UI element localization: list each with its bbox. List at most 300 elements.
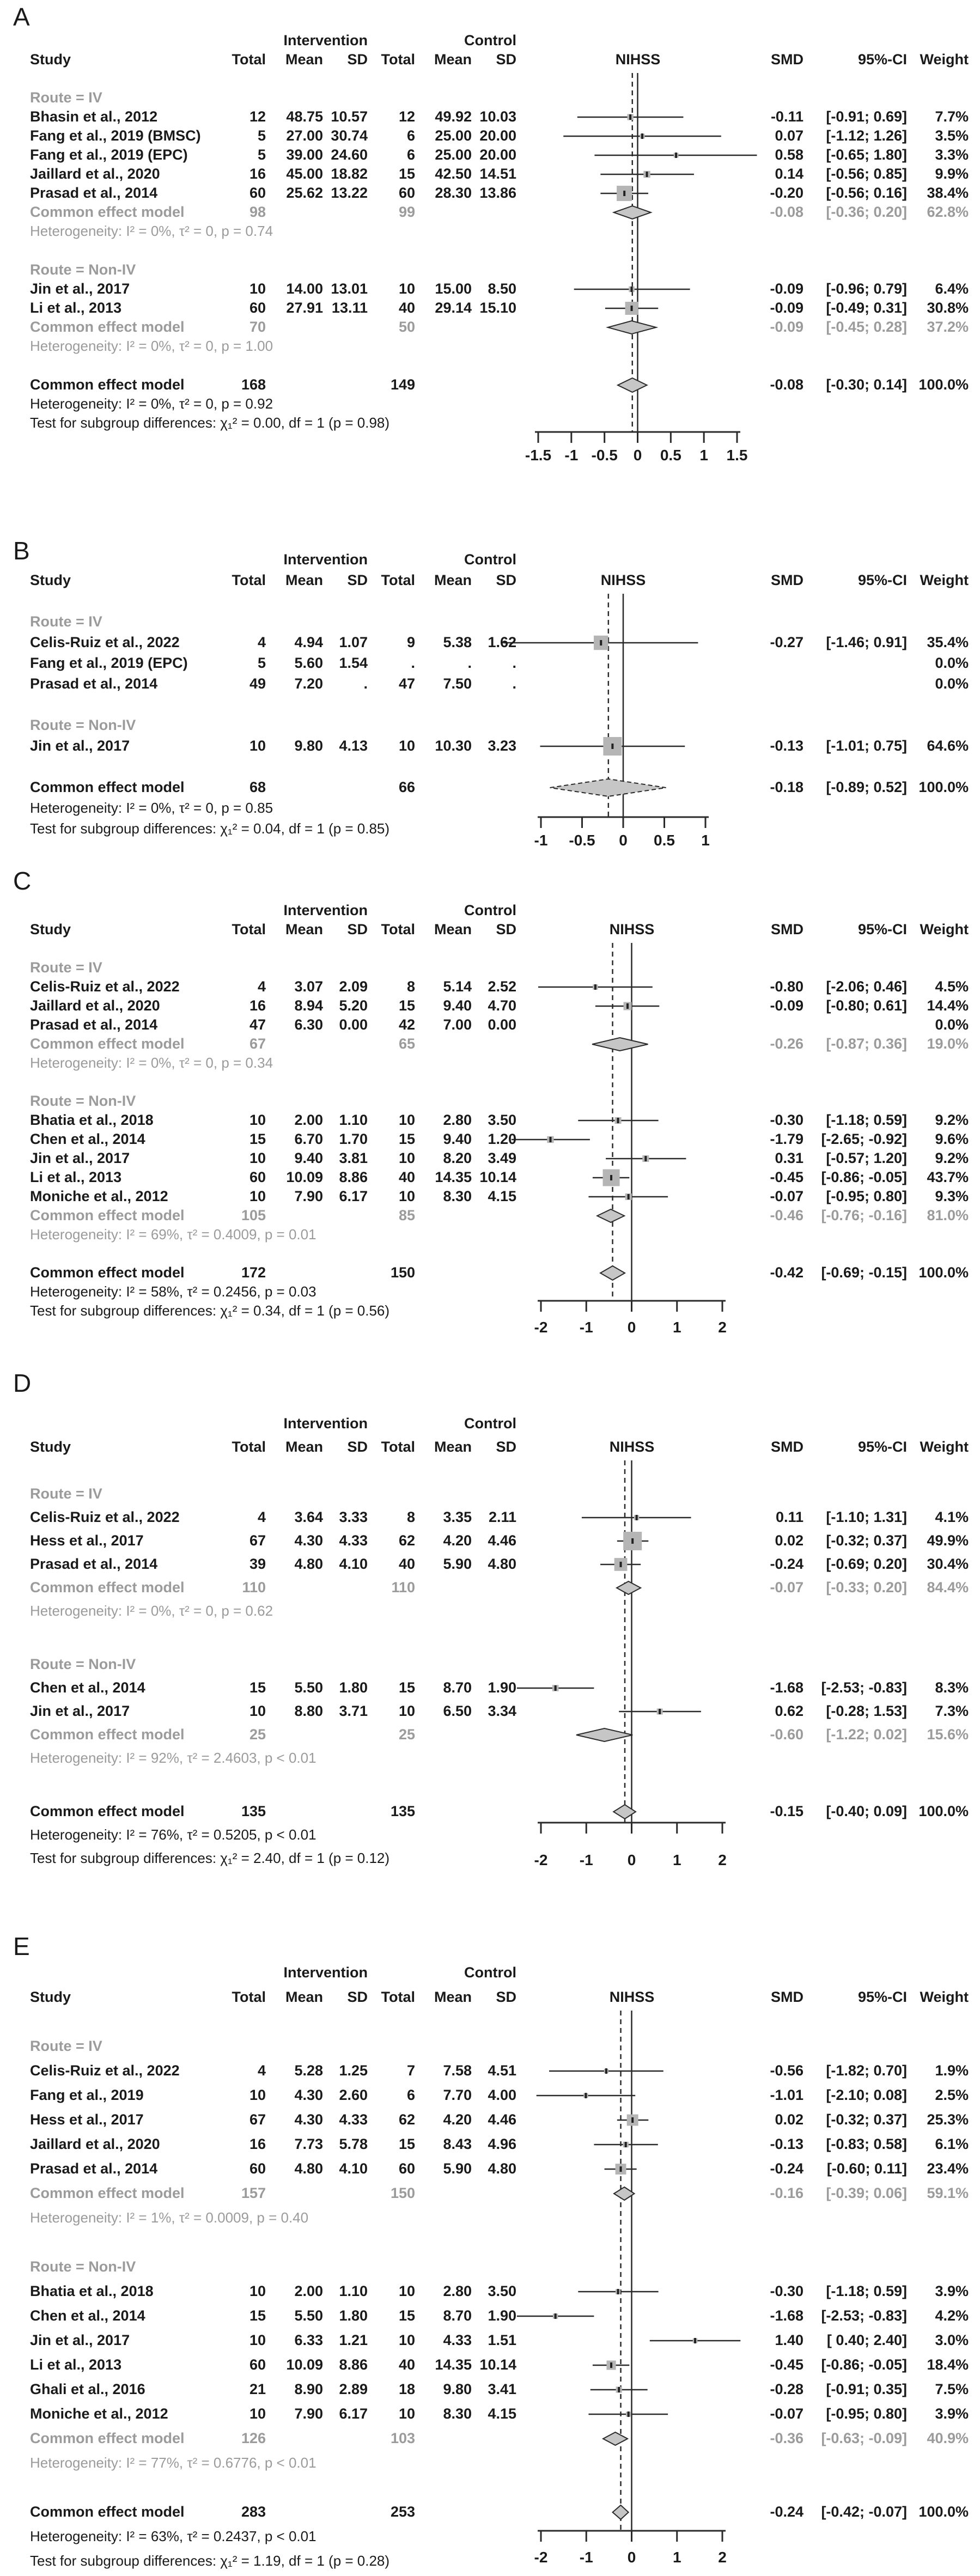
cell-ctrl-mean: 7.00 (443, 1016, 472, 1033)
cell-ctrl-sd: 14.51 (479, 166, 516, 182)
cell-ctrl-mean: 2.80 (443, 2283, 472, 2299)
pooled-label: Common effect model (30, 2185, 185, 2201)
cell-smd: -0.27 (770, 634, 804, 650)
cell-int-sd: 1.25 (339, 2062, 368, 2079)
pooled-label: Common effect model (30, 1264, 185, 1281)
pooled-label: Common effect model (30, 779, 185, 795)
cell-ci: [-1.12; 1.26] (826, 127, 907, 144)
point-marker (644, 1156, 647, 1161)
cell-int-mean: 27.91 (286, 300, 323, 316)
study-name: Hess et al., 2017 (30, 2111, 144, 2128)
study-name: Fang et al., 2019 (30, 2087, 144, 2103)
group-label: Route = Non-IV (30, 2258, 136, 2275)
column-header-mean-control: Mean (434, 51, 472, 68)
cell-weight: 0.0% (935, 655, 969, 671)
group-label: Route = IV (30, 959, 102, 976)
cell-ctrl-sd: 10.14 (479, 2356, 516, 2373)
cell-ctrl-mean: 25.00 (435, 147, 472, 163)
cell-int-total: 67 (249, 1532, 266, 1549)
cell-int-sd: 13.01 (331, 281, 368, 297)
axis-tick-label: 0 (633, 447, 642, 464)
cell-int-total: 157 (241, 2185, 266, 2201)
cell-int-sd: 4.13 (339, 738, 368, 754)
cell-ci: [-0.40; 0.09] (826, 1803, 907, 1819)
column-header-sd-intervention: SD (347, 1439, 368, 1455)
cell-ci: [-0.65; 1.80] (826, 147, 907, 163)
cell-smd: -0.24 (770, 2160, 804, 2177)
cell-ctrl-mean: 14.35 (435, 1169, 472, 1185)
cell-int-total: 68 (249, 779, 266, 795)
cell-weight: 64.6% (927, 738, 969, 754)
cell-int-mean: 39.00 (286, 147, 323, 163)
cell-smd: -1.68 (770, 1679, 804, 1696)
cell-ctrl-total: 62 (398, 1532, 415, 1549)
point-marker (659, 1709, 661, 1714)
outcome-header: NIHSS (609, 921, 655, 937)
axis-tick-label: 0.5 (654, 832, 675, 849)
cell-weight: 9.2% (935, 1150, 969, 1166)
pooled-label: Common effect model (30, 376, 185, 393)
study-name: Bhatia et al., 2018 (30, 1112, 154, 1128)
cell-weight: 0.0% (935, 1016, 969, 1033)
cell-ci: [-2.65; -0.92] (821, 1131, 907, 1147)
cell-int-mean: 8.80 (294, 1703, 323, 1719)
cell-int-mean: 2.00 (294, 2283, 323, 2299)
cell-int-total: 25 (249, 1726, 266, 1743)
cell-ctrl-total: 253 (390, 2504, 415, 2520)
cell-int-sd: 30.74 (331, 127, 368, 144)
study-name: Hess et al., 2017 (30, 1532, 144, 1549)
axis-tick-label: -2 (534, 1852, 548, 1868)
cell-weight: 8.3% (935, 1679, 969, 1696)
study-name: Li et al., 2013 (30, 2356, 122, 2373)
column-header-smd: SMD (771, 572, 804, 588)
cell-ctrl-sd: 13.86 (479, 185, 516, 201)
cell-ctrl-total: 60 (398, 185, 415, 201)
cell-ctrl-sd: 20.00 (479, 147, 516, 163)
column-header-total-control: Total (381, 1439, 415, 1455)
cell-ctrl-mean: 9.80 (443, 2381, 472, 2397)
axis-tick-label: -0.5 (591, 447, 618, 464)
cell-ctrl-mean: 9.40 (443, 1131, 472, 1147)
point-marker (626, 1003, 629, 1009)
cell-int-total: 12 (249, 108, 266, 125)
cell-int-total: 283 (241, 2504, 266, 2520)
cell-int-sd: 2.60 (339, 2087, 368, 2103)
point-marker (610, 1175, 612, 1180)
cell-ctrl-total: 12 (398, 108, 415, 125)
cell-smd: -0.45 (770, 2356, 804, 2373)
cell-int-total: 49 (249, 675, 266, 692)
cell-ctrl-mean: . (467, 655, 472, 671)
heterogeneity-note: Heterogeneity: I² = 69%, τ² = 0.4009, p = 0.01 (30, 1226, 316, 1243)
cell-smd: -0.07 (770, 1579, 804, 1595)
cell-int-sd: 6.17 (339, 2406, 368, 2422)
column-header-smd: SMD (771, 1989, 804, 2005)
cell-ctrl-total: 10 (398, 1150, 415, 1166)
axis-tick-label: 1 (672, 1319, 681, 1336)
column-header-sd-intervention: SD (347, 1989, 368, 2005)
cell-ctrl-mean: 2.80 (443, 1112, 472, 1128)
cell-int-mean: 4.30 (294, 2087, 323, 2103)
study-name: Jin et al., 2017 (30, 738, 130, 754)
point-marker (694, 2338, 696, 2343)
column-header-group1: Intervention (283, 1415, 368, 1432)
cell-int-mean: 7.20 (294, 675, 323, 692)
cell-int-total: 105 (241, 1207, 266, 1223)
point-marker (617, 1118, 619, 1123)
cell-ctrl-total: 135 (390, 1803, 415, 1819)
cell-smd: 0.31 (775, 1150, 804, 1166)
column-header-ci: 95%-CI (857, 1439, 907, 1455)
cell-smd: -0.07 (770, 2406, 804, 2422)
cell-int-total: 5 (257, 655, 266, 671)
cell-int-sd: 4.10 (339, 1556, 368, 1572)
cell-ctrl-total: 25 (398, 1726, 415, 1743)
cell-ci: [-1.82; 0.70] (826, 2062, 907, 2079)
cell-weight: 18.4% (927, 2356, 969, 2373)
cell-ctrl-total: 9 (406, 634, 415, 650)
cell-weight: 100.0% (918, 2504, 969, 2520)
cell-int-sd: 1.54 (339, 655, 368, 671)
cell-ctrl-sd: 1.20 (488, 1131, 516, 1147)
cell-smd: -0.42 (770, 1264, 804, 1281)
cell-weight: 19.0% (927, 1036, 969, 1052)
point-marker (555, 1685, 557, 1691)
cell-int-mean: 7.90 (294, 1188, 323, 1204)
cell-ctrl-total: 10 (398, 2332, 415, 2348)
heterogeneity-note: Heterogeneity: I² = 0%, τ² = 0, p = 1.00 (30, 338, 273, 354)
cell-int-total: 126 (241, 2430, 266, 2446)
column-header-ci: 95%-CI (857, 1989, 907, 2005)
cell-ctrl-sd: 4.80 (488, 2160, 516, 2177)
cell-int-total: 15 (249, 1679, 266, 1696)
cell-int-total: 135 (241, 1803, 266, 1819)
heterogeneity-note: Heterogeneity: I² = 0%, τ² = 0, p = 0.62 (30, 1603, 273, 1619)
point-marker (646, 172, 648, 177)
cell-int-sd: 1.21 (339, 2332, 368, 2348)
axis-tick-label: -0.5 (569, 832, 595, 849)
cell-smd: -0.09 (770, 300, 804, 316)
cell-ctrl-total: 149 (390, 376, 415, 393)
study-name: Li et al., 2013 (30, 1169, 122, 1185)
cell-int-total: 10 (249, 1703, 266, 1719)
cell-ci: [-0.57; 1.20] (826, 1150, 907, 1166)
outcome-header: NIHSS (600, 572, 646, 588)
cell-ctrl-sd: 2.52 (488, 978, 516, 995)
cell-weight: 25.3% (927, 2111, 969, 2128)
cell-ctrl-total: 110 (391, 1579, 415, 1595)
point-marker (620, 2166, 622, 2172)
axis-tick-label: 1 (672, 2549, 681, 2566)
cell-weight: 3.0% (935, 2332, 969, 2348)
axis-tick-label: -1 (579, 1319, 593, 1336)
cell-int-sd: 3.71 (339, 1703, 368, 1719)
cell-int-sd: 4.10 (339, 2160, 368, 2177)
cell-ci: [-0.89; 0.52] (826, 779, 907, 795)
cell-weight: 84.4% (927, 1579, 969, 1595)
cell-ci: [-0.86; -0.05] (821, 2356, 907, 2373)
cell-ci: [-1.22; 0.02] (826, 1726, 907, 1743)
cell-ctrl-total: 10 (398, 281, 415, 297)
cell-smd: -0.56 (770, 2062, 804, 2079)
cell-int-total: 16 (249, 2136, 266, 2152)
cell-weight: 1.9% (935, 2062, 969, 2079)
cell-weight: 35.4% (927, 634, 969, 650)
cell-ctrl-total: 40 (398, 2356, 415, 2373)
axis-tick-label: -1 (564, 447, 579, 464)
cell-weight: 9.9% (935, 166, 969, 182)
cell-weight: 9.6% (935, 1131, 969, 1147)
cell-ctrl-total: 99 (398, 204, 415, 220)
cell-ci: [-0.96; 0.79] (826, 281, 907, 297)
cell-int-sd: 8.86 (339, 2356, 368, 2373)
cell-ctrl-mean: 8.70 (443, 1679, 472, 1696)
point-marker (675, 153, 677, 158)
cell-int-mean: 4.30 (294, 2111, 323, 2128)
cell-weight: 6.4% (935, 281, 969, 297)
cell-int-total: 5 (257, 147, 266, 163)
panel-letter-b: B (13, 537, 30, 565)
cell-weight: 40.9% (927, 2430, 969, 2446)
cell-ctrl-sd: 4.46 (488, 1532, 516, 1549)
cell-ci: [-1.46; 0.91] (826, 634, 907, 650)
cell-smd: -0.09 (770, 997, 804, 1014)
cell-smd: 0.02 (775, 2111, 804, 2128)
column-header-weight: Weight (920, 921, 969, 937)
cell-ctrl-sd: 4.96 (488, 2136, 516, 2152)
cell-ci: [-0.91; 0.35] (826, 2381, 907, 2397)
cell-int-sd: 0.00 (339, 1016, 368, 1033)
cell-weight: 7.7% (935, 108, 969, 125)
cell-ctrl-mean: 8.70 (443, 2307, 472, 2324)
cell-int-sd: 13.22 (331, 185, 368, 201)
pooled-diamond (600, 1266, 625, 1280)
cell-int-mean: 6.33 (294, 2332, 323, 2348)
cell-ctrl-total: 85 (398, 1207, 415, 1223)
cell-ci: [-0.45; 0.28] (826, 319, 907, 335)
cell-ctrl-sd: 3.50 (488, 2283, 516, 2299)
cell-ci: [-1.01; 0.75] (826, 738, 907, 754)
cell-int-mean: 6.70 (294, 1131, 323, 1147)
cell-int-total: 172 (241, 1264, 266, 1281)
cell-ctrl-mean: 42.50 (435, 166, 472, 182)
study-name: Prasad et al., 2014 (30, 1556, 158, 1572)
pooled-diamond (608, 321, 656, 334)
pooled-label: Common effect model (30, 1726, 185, 1743)
cell-ctrl-mean: 5.90 (443, 2160, 472, 2177)
study-name: Celis-Ruiz et al., 2022 (30, 1509, 180, 1525)
heterogeneity-note: Heterogeneity: I² = 58%, τ² = 0.2456, p = 0.03 (30, 1283, 316, 1300)
cell-ctrl-total: 8 (406, 978, 415, 995)
cell-ctrl-mean: 5.14 (443, 978, 472, 995)
cell-smd: -1.01 (770, 2087, 804, 2103)
point-marker (631, 306, 633, 311)
column-header-group2: Control (464, 902, 516, 918)
cell-int-sd: 1.10 (339, 2283, 368, 2299)
cell-int-mean: 10.09 (286, 1169, 323, 1185)
pooled-diamond (618, 378, 647, 392)
cell-int-mean: 25.62 (286, 185, 323, 201)
cell-weight: 2.5% (935, 2087, 969, 2103)
cell-ci: [-0.32; 0.37] (826, 1532, 907, 1549)
cell-ctrl-sd: 3.34 (488, 1703, 516, 1719)
cell-int-sd: 1.80 (339, 1679, 368, 1696)
cell-ci: [-0.80; 0.61] (826, 997, 907, 1014)
cell-smd: 0.58 (775, 147, 804, 163)
cell-ci: [-0.86; -0.05] (821, 1169, 907, 1185)
cell-ci: [-2.53; -0.83] (821, 1679, 907, 1696)
heterogeneity-note: Heterogeneity: I² = 63%, τ² = 0.2437, p < 0.01 (30, 2528, 316, 2544)
cell-ctrl-total: 103 (390, 2430, 415, 2446)
cell-smd: -0.30 (770, 2283, 804, 2299)
cell-int-total: 60 (249, 185, 266, 201)
cell-ctrl-total: 150 (390, 2185, 415, 2201)
cell-smd: -0.08 (770, 376, 804, 393)
cell-smd: -1.79 (770, 1131, 804, 1147)
cell-ctrl-total: 10 (398, 738, 415, 754)
cell-int-total: 15 (249, 2307, 266, 2324)
cell-ctrl-total: 47 (398, 675, 415, 692)
cell-ctrl-mean: 15.00 (435, 281, 472, 297)
cell-weight: 7.3% (935, 1703, 969, 1719)
cell-ctrl-mean: 29.14 (435, 300, 472, 316)
point-marker (618, 2387, 620, 2392)
axis-tick-label: -2 (534, 1319, 548, 1336)
cell-ci: [-1.18; 0.59] (826, 1112, 907, 1128)
cell-ci: [-0.36; 0.20] (826, 204, 907, 220)
point-marker (628, 2411, 630, 2417)
column-header-weight: Weight (920, 51, 969, 68)
cell-weight: 30.8% (927, 300, 969, 316)
cell-ci: [-0.69; 0.20] (826, 1556, 907, 1572)
cell-int-sd: 1.10 (339, 1112, 368, 1128)
point-marker (631, 287, 633, 292)
outcome-header: NIHSS (609, 1439, 655, 1455)
cell-ctrl-sd: 2.11 (488, 1509, 516, 1525)
pooled-label: Common effect model (30, 319, 185, 335)
cell-int-total: 10 (249, 1188, 266, 1204)
cell-ci: [-0.69; -0.15] (821, 1264, 907, 1281)
cell-ci: [-0.60; 0.11] (826, 2160, 907, 2177)
cell-ctrl-sd: 1.90 (488, 1679, 516, 1696)
cell-weight: 30.4% (927, 1556, 969, 1572)
cell-ci: [-0.76; -0.16] (821, 1207, 907, 1223)
column-header-sd-intervention: SD (347, 572, 368, 588)
cell-smd: 0.02 (775, 1532, 804, 1549)
cell-ctrl-total: 62 (398, 2111, 415, 2128)
point-marker (629, 114, 631, 120)
cell-ctrl-total: 66 (398, 779, 415, 795)
column-header-group2: Control (464, 1415, 516, 1432)
cell-int-sd: 24.60 (331, 147, 368, 163)
point-marker (631, 1538, 634, 1544)
pooled-diamond (613, 2505, 629, 2519)
pooled-label: Common effect model (30, 1036, 185, 1052)
column-header-group2: Control (464, 32, 516, 48)
cell-weight: 9.2% (935, 1112, 969, 1128)
study-name: Celis-Ruiz et al., 2022 (30, 634, 180, 650)
cell-int-mean: 5.28 (294, 2062, 323, 2079)
cell-smd: -0.07 (770, 1188, 804, 1204)
column-header-group1: Intervention (283, 1964, 368, 1981)
point-marker (611, 744, 613, 749)
column-header-total-intervention: Total (232, 51, 266, 68)
cell-smd: 0.11 (775, 1509, 804, 1525)
cell-ctrl-mean: 8.20 (443, 1150, 472, 1166)
pooled-label: Common effect model (30, 2430, 185, 2446)
point-marker (641, 133, 643, 139)
cell-ctrl-sd: . (512, 675, 516, 692)
cell-ctrl-mean: 6.50 (443, 1703, 472, 1719)
column-header-study: Study (30, 572, 71, 588)
cell-ctrl-total: 6 (406, 147, 415, 163)
cell-ci: [-1.18; 0.59] (826, 2283, 907, 2299)
cell-ctrl-total: 10 (398, 1112, 415, 1128)
cell-ctrl-total: 10 (398, 1188, 415, 1204)
cell-ctrl-sd: 3.50 (488, 1112, 516, 1128)
cell-int-mean: 8.94 (294, 997, 323, 1014)
cell-int-sd: . (363, 675, 368, 692)
cell-ctrl-total: 18 (398, 2381, 415, 2397)
cell-ctrl-total: 15 (398, 1679, 415, 1696)
column-header-study: Study (30, 1989, 71, 2005)
cell-ctrl-total: 15 (398, 997, 415, 1014)
cell-ctrl-total: 6 (406, 127, 415, 144)
cell-int-total: 10 (249, 1150, 266, 1166)
pooled-diamond (617, 1581, 641, 1594)
cell-int-sd: 8.86 (339, 1169, 368, 1185)
cell-ctrl-total: 40 (398, 1169, 415, 1185)
column-header-mean-intervention: Mean (285, 921, 323, 937)
cell-int-total: 10 (249, 1112, 266, 1128)
cell-ctrl-mean: 7.58 (443, 2062, 472, 2079)
column-header-group1: Intervention (283, 32, 368, 48)
cell-int-mean: 5.50 (294, 1679, 323, 1696)
cell-int-sd: 5.78 (339, 2136, 368, 2152)
cell-weight: 37.2% (927, 319, 969, 335)
cell-int-mean: 4.94 (294, 634, 323, 650)
pooled-label: Common effect model (30, 1803, 185, 1819)
cell-int-total: 110 (242, 1579, 266, 1595)
cell-ctrl-mean: 14.35 (435, 2356, 472, 2373)
study-name: Celis-Ruiz et al., 2022 (30, 978, 180, 995)
cell-ctrl-sd: 4.46 (488, 2111, 516, 2128)
cell-int-total: 5 (257, 127, 266, 144)
cell-ctrl-total: 10 (398, 1703, 415, 1719)
cell-smd: 0.62 (775, 1703, 804, 1719)
cell-int-total: 98 (249, 204, 266, 220)
column-header-smd: SMD (771, 51, 804, 68)
point-marker (620, 1562, 622, 1567)
point-marker (555, 2313, 557, 2319)
cell-ctrl-mean: 4.33 (443, 2332, 472, 2348)
cell-weight: 3.9% (935, 2283, 969, 2299)
point-marker (600, 640, 602, 645)
cell-smd: -0.80 (770, 978, 804, 995)
cell-int-sd: 1.70 (339, 1131, 368, 1147)
column-header-total-control: Total (381, 572, 415, 588)
column-header-group1: Intervention (283, 902, 368, 918)
axis-tick-label: -2 (534, 2549, 548, 2566)
cell-ci: [-0.87; 0.36] (826, 1036, 907, 1052)
cell-ctrl-total: 42 (398, 1016, 415, 1033)
cell-ctrl-mean: 7.70 (443, 2087, 472, 2103)
heterogeneity-note: Heterogeneity: I² = 1%, τ² = 0.0009, p = 0.40 (30, 2209, 309, 2226)
axis-tick-label: 1.5 (726, 447, 748, 464)
cell-ctrl-sd: 0.00 (488, 1016, 516, 1033)
cell-ctrl-mean: 5.38 (443, 634, 472, 650)
